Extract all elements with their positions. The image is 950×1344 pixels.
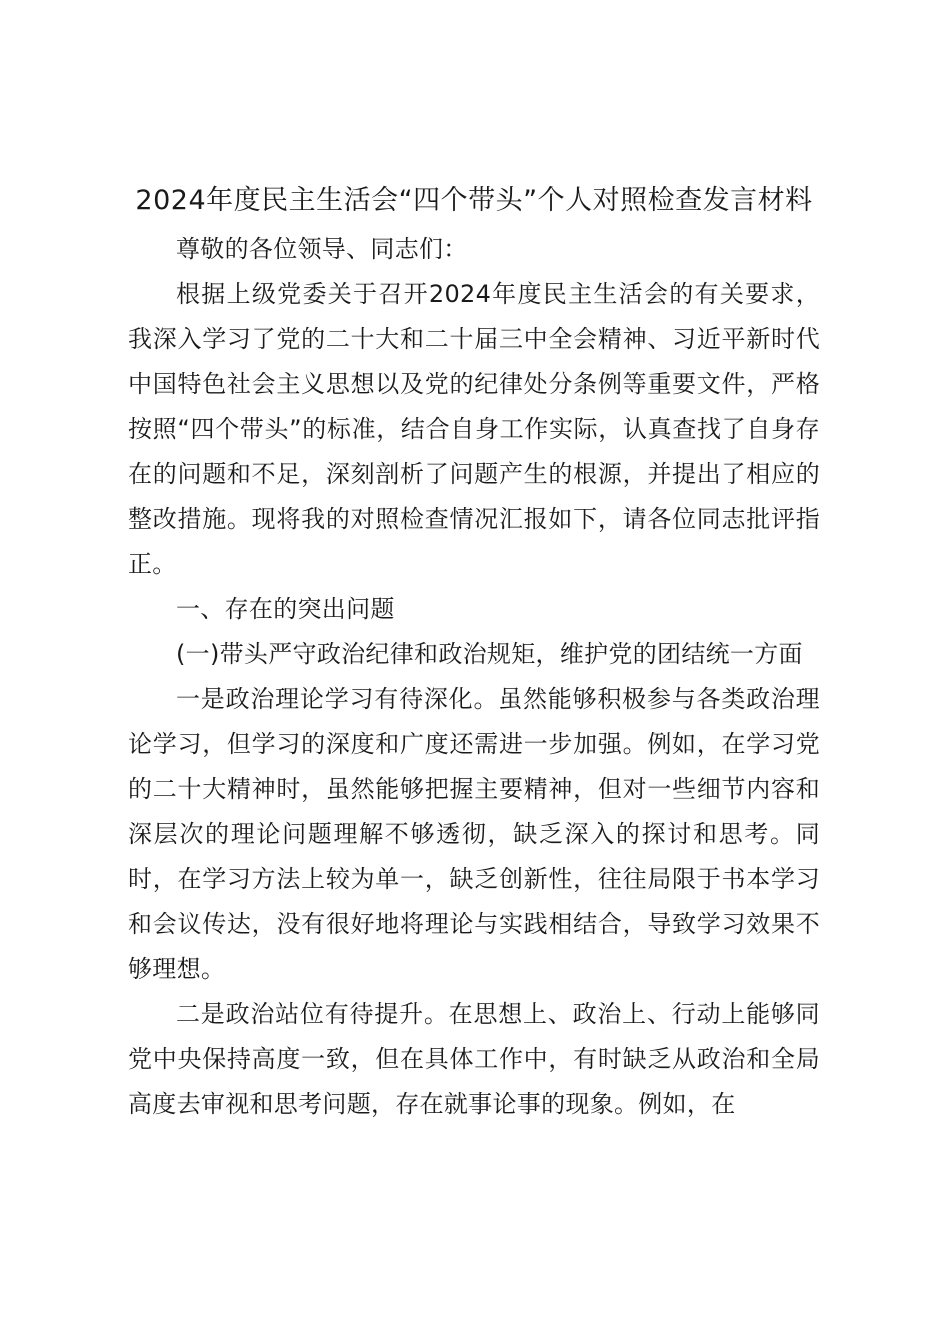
subsection-heading: (一)带头严守政治纪律和政治规矩，维护党的团结统一方面 (176, 640, 803, 668)
intro-paragraph: 根据上级党委关于召开2024年度民主生活会的有关要求，我深入学习了党的二十大和二十届三中全会精神、习近平新时代中国特色社会主义思想以及党的纪律处分条例等重要文件，严格按照“四个带头”的标准，结合自身工作实际，认真查找了自身存在的问题和不足，深刻剖析了问题产生的根源，并提出了相应的整改措施。现将我的对照检查情况汇报如下，请各位同志批评指正。 (128, 280, 820, 578)
body-paragraph: 二是政治站位有待提升。在思想上、政治上、行动上能够同党中央保持高度一致，但在具体工作中，有时缺乏从政治和全局高度去审视和思考问题，存在就事论事的现象。例如，在 (128, 1000, 820, 1118)
section-heading: 一、存在的突出问题 (176, 595, 395, 623)
body-paragraph: 一是政治理论学习有待深化。虽然能够积极参与各类政治理论学习，但学习的深度和广度还需进一步加强。例如，在学习党的二十大精神时，虽然能够把握主要精神，但对一些细节内容和深层次的理论问题理解不够透彻，缺乏深入的探讨和思考。同时，在学习方法上较为单一，缺乏创新性，往往局限于书本学习和会议传达，没有很好地将理论与实践相结合，导致学习效果不够理想。 (128, 685, 820, 983)
document-title: 2024年度民主生活会“四个带头”个人对照检查发言材料 (135, 185, 813, 216)
salutation: 尊敬的各位领导、同志们： (176, 235, 468, 263)
document-body (128, 175, 820, 1127)
